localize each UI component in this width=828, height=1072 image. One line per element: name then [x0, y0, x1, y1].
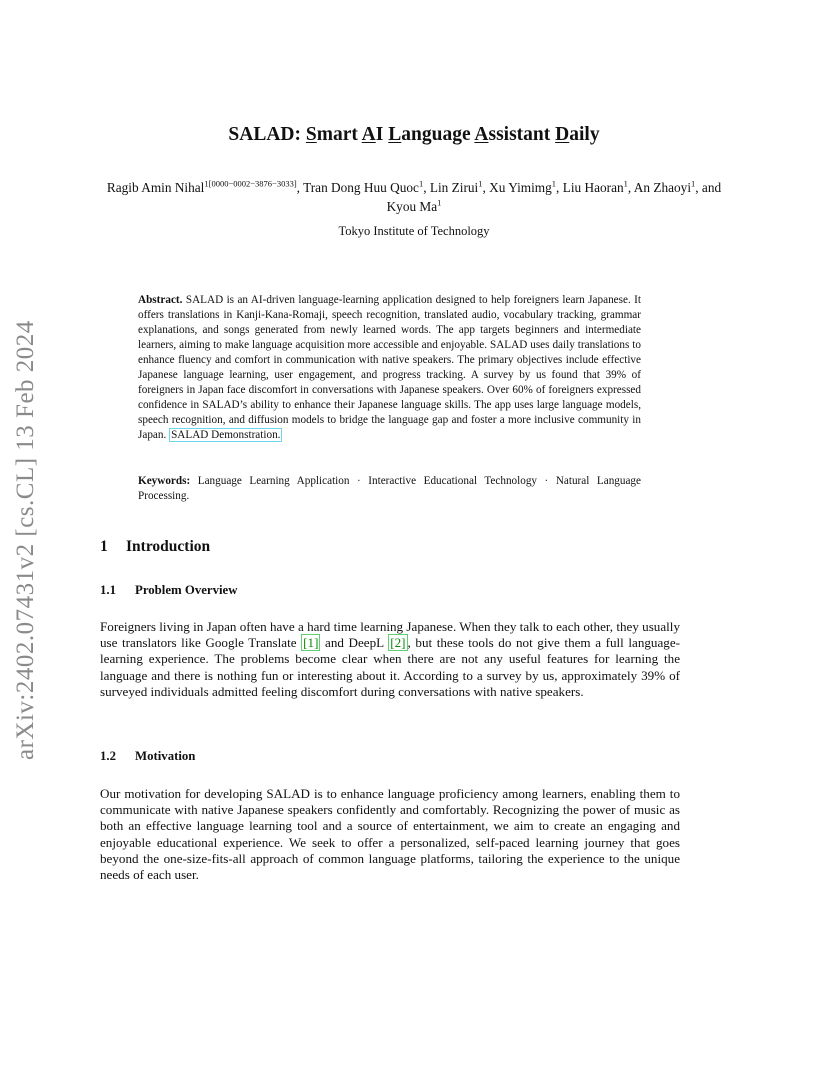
section-number: 1 — [100, 538, 108, 555]
author-affil: 1 — [691, 178, 696, 189]
title-initial-a2: A — [474, 124, 489, 145]
section-title: Introduction — [126, 538, 211, 555]
affiliation: Tokyo Institute of Technology — [338, 224, 490, 238]
citation-link[interactable]: [1] — [303, 635, 319, 651]
subsection-title: Motivation — [135, 749, 196, 763]
keywords-text: Language Learning Application · Interactive Educational Technology · Natural Language Processing. — [138, 475, 641, 503]
title-word-language: anguage — [401, 124, 475, 145]
abstract-text: SALAD is an AI-driven language-learning application designed to help foreigners learn Japanese. It offers translations in Kanji-Kana-Romaji, speech recognition, translated audio, vocabulary tracking, grammar explanations, and songs generated from newly learned words. The app targets beginners and intermediate learners, aiming to make language acquisition more accessible and enjoyable. SALAD uses daily translations to enhance fluency and comfort in communication with native speakers. The primary objectives include effective Japanese language learning, user engagement, and progress tracking. A survey by us found that 39% of foreigners in Japan face discomfort in conversations with Japanese speakers. Over 60% of foreigners expressed confidence in SALAD’s ability to enhance their Japanese language skills. The app uses large language models, speech recognition, and diffusion models to bridge the language gap and foster a more inclusive community in Japan. — [138, 294, 641, 442]
author-affil: 1 — [551, 178, 557, 189]
title-word-assistant: ssistant — [488, 124, 556, 145]
arxiv-identifier: arXiv:2402.07431v2 [cs.CL] 13 Feb 2024 — [12, 320, 39, 760]
citation-link[interactable]: [2] — [390, 635, 406, 651]
paper-title — [0, 124, 828, 146]
keywords-label: Keywords: — [138, 475, 191, 487]
title-initial-a1: A — [361, 124, 376, 145]
title-word-daily: aily — [569, 124, 600, 145]
keywords — [138, 474, 641, 504]
title-initial-l: L — [388, 124, 402, 145]
subsection-title: Problem Overview — [135, 583, 238, 597]
author-affil: 1 — [437, 197, 442, 208]
title-prefix: SALAD: — [228, 124, 306, 145]
paragraph-text: and DeepL — [320, 635, 389, 651]
title-initial-d: D — [555, 124, 570, 145]
motivation-paragraph: Our motivation for developing SALAD is to enhance language proficiency among learners, enabling them to communicate with native Japanese speakers confidently and comfortably. Recognizing the power of music as both an effective language learning tool and a source of entertainment, we aim to create an engaging and enjoyable educational experience. We seek to offer a personalized, self-paced learning journey that goes beyond the one-size-fits-all approach of common language platforms, tailoring the experience to the unique needs of each user. — [100, 786, 680, 883]
paragraph-text: , but these tools do not give them a full language-learning experience. The problems become clear when there are not any useful features for learning the language and there is nothing fun or interesting about it. According to a survey by us, approximately 39% of surveyed individuals admitted feeling discomfort during conversations with native speakers. — [100, 635, 680, 699]
title-word-smart: mart — [316, 124, 362, 145]
abstract-label: Abstract. — [138, 294, 183, 306]
section-heading-introduction — [100, 538, 210, 556]
subsection-number: 1.2 — [100, 749, 116, 763]
author-name: , Xu Yimimg — [482, 180, 552, 195]
abstract — [138, 293, 641, 443]
subsection-heading-motivation — [100, 749, 195, 764]
title-word-ai: I — [375, 124, 389, 145]
author-name: , Tran Dong Huu Quoc — [296, 180, 419, 195]
author-affil-orcid: 1[0000−0002−3876−3033] — [204, 178, 297, 189]
paragraph-text: Foreigners living in Japan often have a hard time learning Japanese. When they talk to each other, they usually use translators like Google Translate — [100, 619, 680, 651]
subsection-number: 1.1 — [100, 583, 116, 597]
title-initial-s: S — [305, 124, 317, 145]
author-name: Ragib Amin Nihal — [106, 180, 205, 195]
author-name: , An Zhaoyi — [627, 180, 692, 195]
author-name: , and Kyou Ma — [386, 180, 722, 214]
subsection-heading-problem-overview — [100, 583, 237, 598]
author-list — [100, 178, 728, 216]
author-affil: 1 — [418, 178, 424, 189]
problem-overview-paragraph — [100, 619, 680, 700]
demo-link[interactable]: SALAD Demonstration. — [171, 429, 281, 442]
author-name: , Liu Haoran — [556, 180, 624, 195]
author-affil: 1 — [623, 178, 628, 189]
author-name: , Lin Zirui — [423, 180, 479, 195]
author-affil: 1 — [478, 178, 483, 189]
